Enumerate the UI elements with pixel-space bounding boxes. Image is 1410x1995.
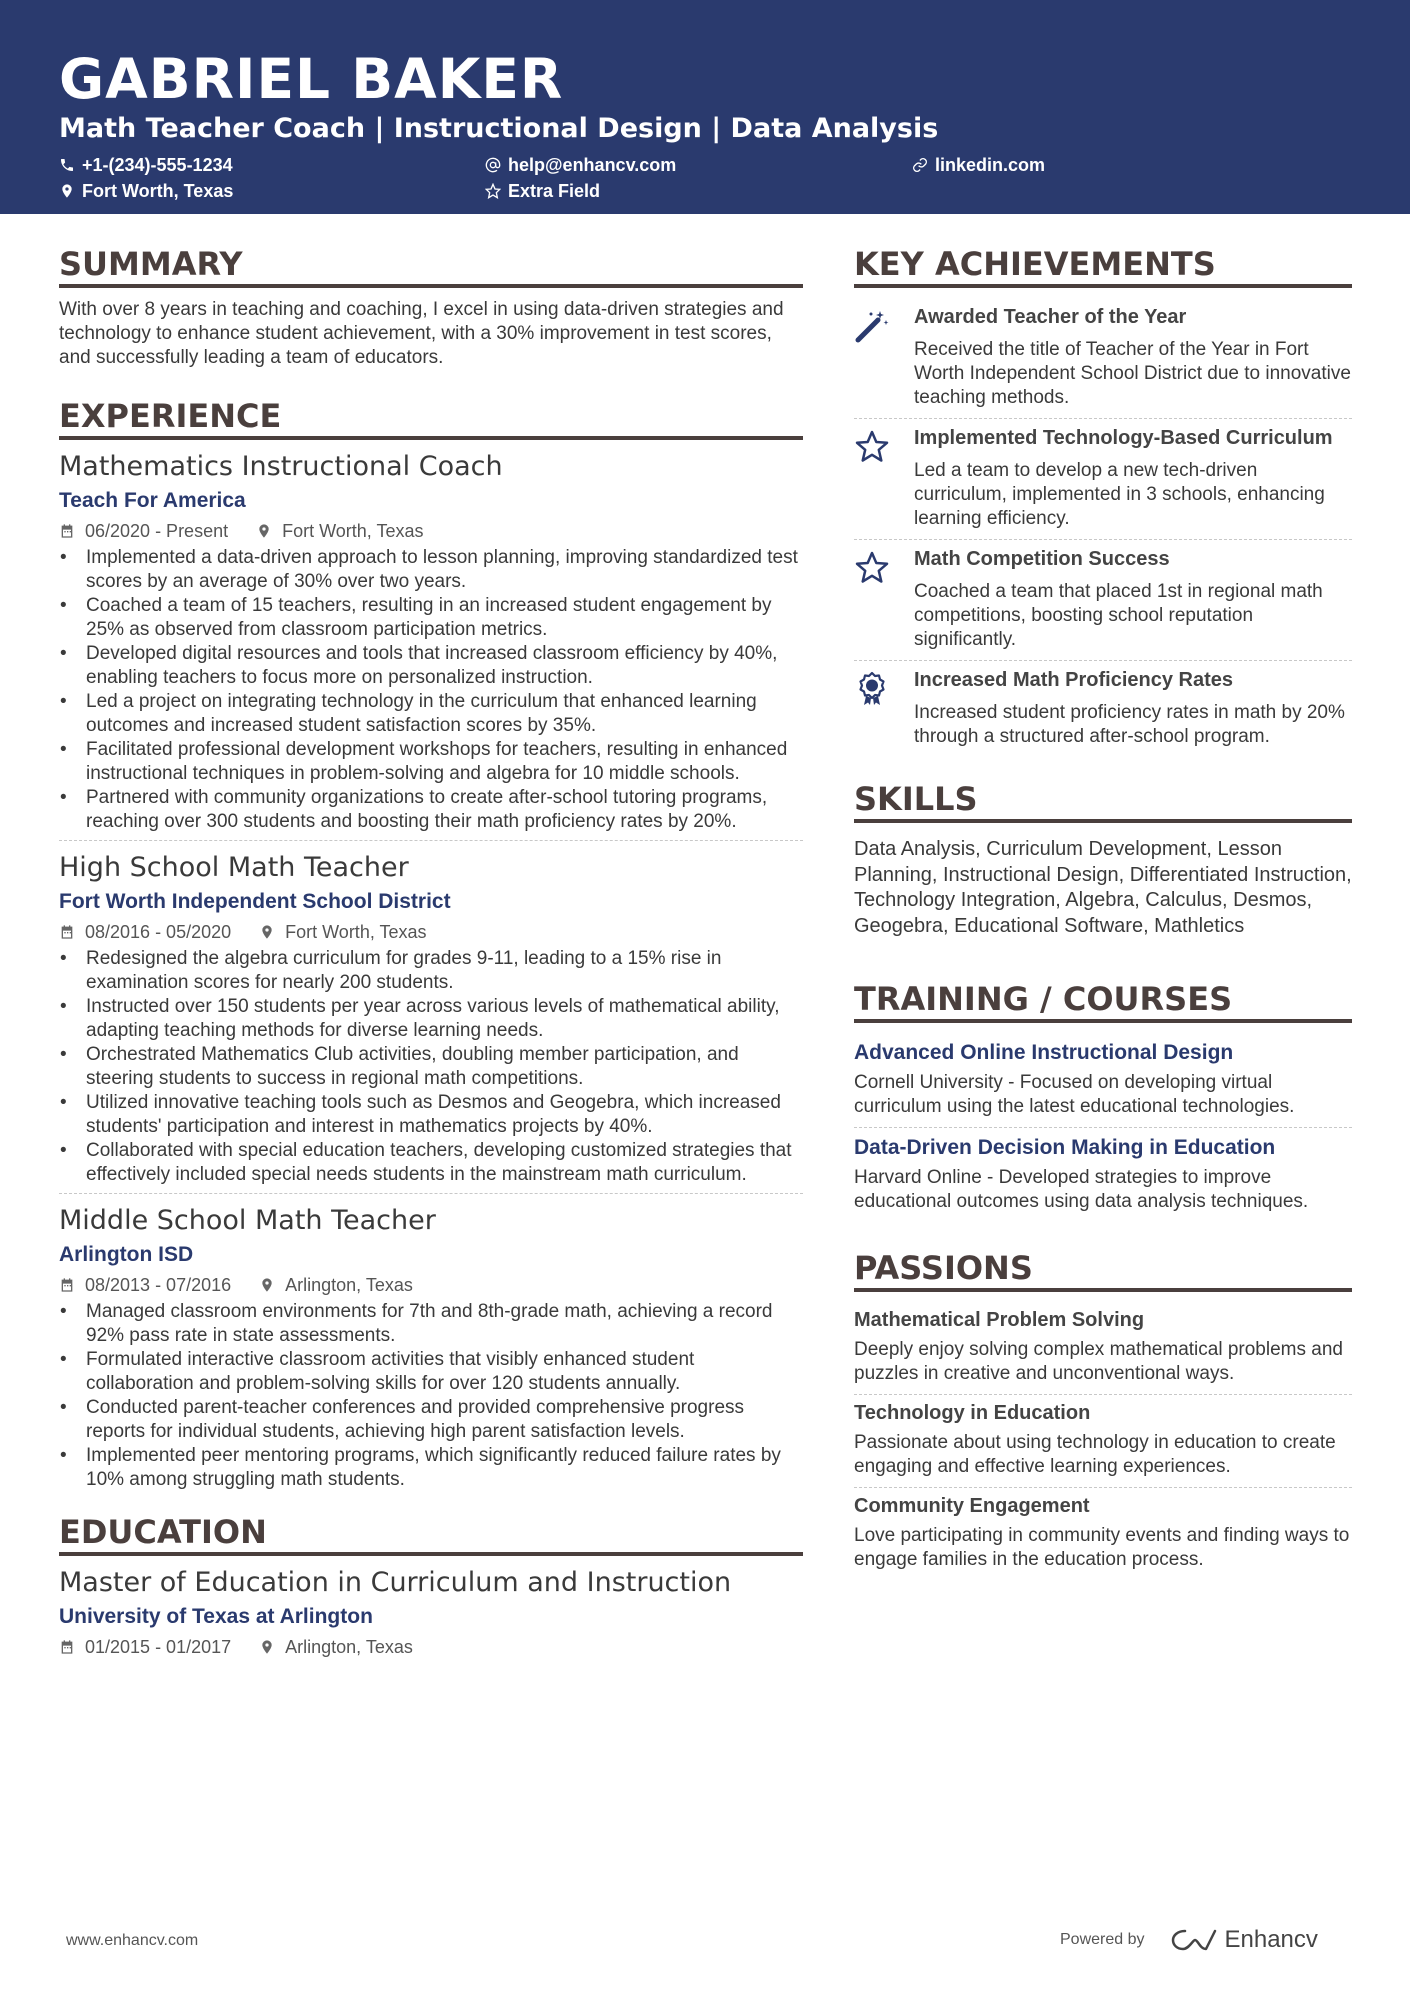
course-item [854,1128,1352,1222]
powered-by-label: Powered by [1060,1931,1145,1948]
job-location-text: Fort Worth, Texas [285,922,427,942]
achievement-item [854,661,1352,757]
achievement-title: Awarded Teacher of the Year [914,306,1187,328]
contact-email[interactable] [485,152,676,178]
job-dates-text: 06/2020 - Present [85,521,229,541]
education-school: University of Texas at Arlington [59,1605,373,1628]
passions-section [854,1248,1352,1580]
passion-desc: Deeply enjoy solving complex mathematical problems and puzzles in creative and unconventional ways. [854,1339,1343,1384]
job-bullet: • Collaborated with special education teachers, developing customized strategies that effectively included special needs students in the mainstream math curriculum. [59,1139,803,1187]
education-location [259,1634,413,1660]
contact-phone-text: +1-(234)-555-1234 [82,154,233,175]
job-company: Teach For America [59,489,246,512]
location-pin-icon [259,1277,275,1293]
achievement-item [854,419,1352,540]
achievement-item [854,540,1352,661]
job-bullet: • Utilized innovative teaching tools such as Desmos and Geogebra, which increased students' participation and interest in mathematics projects by 40%. [59,1091,803,1139]
summary-heading: SUMMARY [59,244,803,288]
job-dates [59,919,231,945]
passion-title: Community Engagement [854,1495,1090,1517]
course-desc: Harvard Online - Developed strategies to improve educational outcomes using data analysis techniques. [854,1167,1309,1212]
experience-section [59,396,803,1498]
enhancv-logo[interactable] [1171,1926,1318,1954]
job-bullet: • Redesigned the algebra curriculum for grades 9-11, leading to a 15% rise in examination scores for nearly 200 students. [59,947,803,995]
summary-text: With over 8 years in teaching and coaching, I excel in using data-driven strategies and technology to enhance student achievement, with a 30% improvement in test scores, and successfully leading a team of educators. [59,299,784,368]
phone-icon [59,157,75,173]
contact-location [59,178,233,204]
passion-item [854,1488,1352,1580]
education-section [59,1512,803,1660]
enhancv-brand-text: Enhancv [1224,1926,1318,1953]
calendar-icon [59,1639,75,1655]
job-bullet: • Facilitated professional development workshops for teachers, resulting in enhanced instructional techniques in problem-solving and algebra for 10 middle schools. [59,738,803,786]
calendar-icon [59,1277,75,1293]
star-icon [854,429,890,465]
at-sign-icon [485,157,501,173]
job-bullets [59,947,803,1187]
location-pin-icon [259,1639,275,1655]
passion-desc: Love participating in community events and finding ways to engage families in the education process. [854,1525,1350,1570]
achievement-desc: Led a team to develop a new tech-driven curriculum, implemented in 3 schools, enhancing learning efficiency. [914,460,1325,529]
job-bullet: • Led a project on integrating technology in the curriculum that enhanced learning outcomes and increased student satisfaction scores by 35%. [59,690,803,738]
contact-location-text: Fort Worth, Texas [82,180,234,201]
job-dates-text: 08/2013 - 07/2016 [85,1275,232,1295]
achievements-section [854,244,1352,757]
job-location [259,919,426,945]
education-dates-text: 01/2015 - 01/2017 [85,1637,232,1657]
job-bullet: • Developed digital resources and tools that increased classroom efficiency by 40%, enabling teachers to focus more on personalized instruction. [59,642,803,690]
course-item [854,1033,1352,1128]
achievement-desc: Increased student proficiency rates in math by 20% through a structured after-school program. [914,702,1345,747]
education-location-text: Arlington, Texas [285,1637,413,1657]
skills-text: Data Analysis, Curriculum Development, Lesson Planning, Instructional Design, Differentiated Instruction, Technology Integration, Algebra, Calculus, Desmos, Geogebra, Educational Software, Mathletics [854,838,1352,937]
location-pin-icon [259,924,275,940]
skills-heading: SKILLS [854,779,1352,823]
experience-heading: EXPERIENCE [59,396,803,440]
job-entry [59,851,803,1194]
job-role: High School Math Teacher [59,852,409,883]
course-title: Data-Driven Decision Making in Education [854,1136,1276,1159]
job-company: Arlington ISD [59,1243,194,1266]
education-meta [59,1634,803,1660]
achievements-heading: KEY ACHIEVEMENTS [854,244,1352,288]
calendar-icon [59,523,75,539]
job-role: Mathematics Instructional Coach [59,451,503,482]
job-role: Middle School Math Teacher [59,1205,436,1236]
contact-info [59,152,1351,204]
achievement-title: Implemented Technology-Based Curriculum [914,427,1333,449]
award-medal-icon [854,671,890,707]
left-column [59,244,803,1660]
job-entry [59,450,803,841]
resume-header [0,0,1410,214]
contact-extra [485,178,600,204]
contact-linkedin-text: linkedin.com [935,154,1046,175]
training-heading: TRAINING / COURSES [854,979,1352,1023]
footer-powered-by [1060,1926,1318,1954]
job-bullets [59,546,803,834]
achievement-item [854,298,1352,419]
job-location-text: Arlington, Texas [285,1275,413,1295]
job-meta [59,919,803,945]
job-bullet: • Formulated interactive classroom activities that visibly enhanced student collaboration and problem-solving skills for over 120 students annually. [59,1348,803,1396]
enhancv-logo-icon [1171,1927,1217,1953]
passions-heading: PASSIONS [854,1248,1352,1292]
job-bullet: • Instructed over 150 students per year across various levels of mathematical ability, adapting teaching methods for diverse learning needs. [59,995,803,1043]
job-meta [59,1272,803,1298]
contact-phone[interactable] [59,152,233,178]
calendar-icon [59,924,75,940]
star-icon [854,550,890,586]
job-bullet: • Conducted parent-teacher conferences and provided comprehensive progress reports for individual students, achieving high parent satisfaction levels. [59,1396,803,1444]
passion-item [854,1395,1352,1488]
skills-section [854,779,1352,939]
education-degree: Master of Education in Curriculum and Instruction [59,1567,732,1598]
passion-title: Technology in Education [854,1402,1091,1424]
achievement-desc: Received the title of Teacher of the Year in Fort Worth Independent School District due to innovative teaching methods. [914,339,1351,408]
training-section [854,979,1352,1222]
magic-wand-icon [854,308,890,344]
candidate-name: GABRIEL BAKER [59,47,564,111]
passion-desc: Passionate about using technology in education to create engaging and effective learning experiences. [854,1432,1336,1477]
footer-website[interactable]: www.enhancv.com [66,1932,199,1949]
achievement-title: Math Competition Success [914,548,1170,570]
job-dates [59,1272,231,1298]
job-entry [59,1204,803,1498]
job-location [256,518,423,544]
passion-item [854,1302,1352,1395]
job-dates [59,518,228,544]
education-dates [59,1634,231,1660]
achievement-title: Increased Math Proficiency Rates [914,669,1234,691]
job-location-text: Fort Worth, Texas [282,521,424,541]
job-bullet: • Implemented peer mentoring programs, which significantly reduced failure rates by 10% among struggling math students. [59,1444,803,1492]
passion-title: Mathematical Problem Solving [854,1309,1145,1331]
job-company: Fort Worth Independent School District [59,890,451,913]
course-desc: Cornell University - Focused on developing virtual curriculum using the latest educational technologies. [854,1072,1295,1117]
job-bullet: • Managed classroom environments for 7th and 8th-grade math, achieving a record 92% pass rate in state assessments. [59,1300,803,1348]
job-bullet: • Coached a team of 15 teachers, resulting in an increased student engagement by 25% as observed from classroom participation metrics. [59,594,803,642]
job-meta [59,518,803,544]
job-bullets [59,1300,803,1492]
candidate-title: Math Teacher Coach | Instructional Design | Data Analysis [59,113,939,144]
right-column [854,244,1352,1580]
star-outline-icon [485,183,501,199]
location-pin-icon [59,183,75,199]
job-bullet: • Orchestrated Mathematics Club activities, doubling member participation, and steering students to success in regional math competitions. [59,1043,803,1091]
summary-section [59,244,803,370]
job-bullet: • Implemented a data-driven approach to lesson planning, improving standardized test scores by an average of 30% over two years. [59,546,803,594]
achievement-desc: Coached a team that placed 1st in regional math competitions, boosting school reputation significantly. [914,581,1323,650]
contact-email-text: help@enhancv.com [508,154,677,175]
link-icon [912,157,928,173]
education-heading: EDUCATION [59,1512,803,1556]
contact-extra-text: Extra Field [508,180,601,201]
contact-linkedin[interactable] [912,152,1045,178]
job-bullet: • Partnered with community organizations to create after-school tutoring programs, reaching over 300 students and boosting their math proficiency rates by 20%. [59,786,803,834]
job-dates-text: 08/2016 - 05/2020 [85,922,232,942]
course-title: Advanced Online Instructional Design [854,1041,1234,1064]
location-pin-icon [256,523,272,539]
job-location [259,1272,413,1298]
